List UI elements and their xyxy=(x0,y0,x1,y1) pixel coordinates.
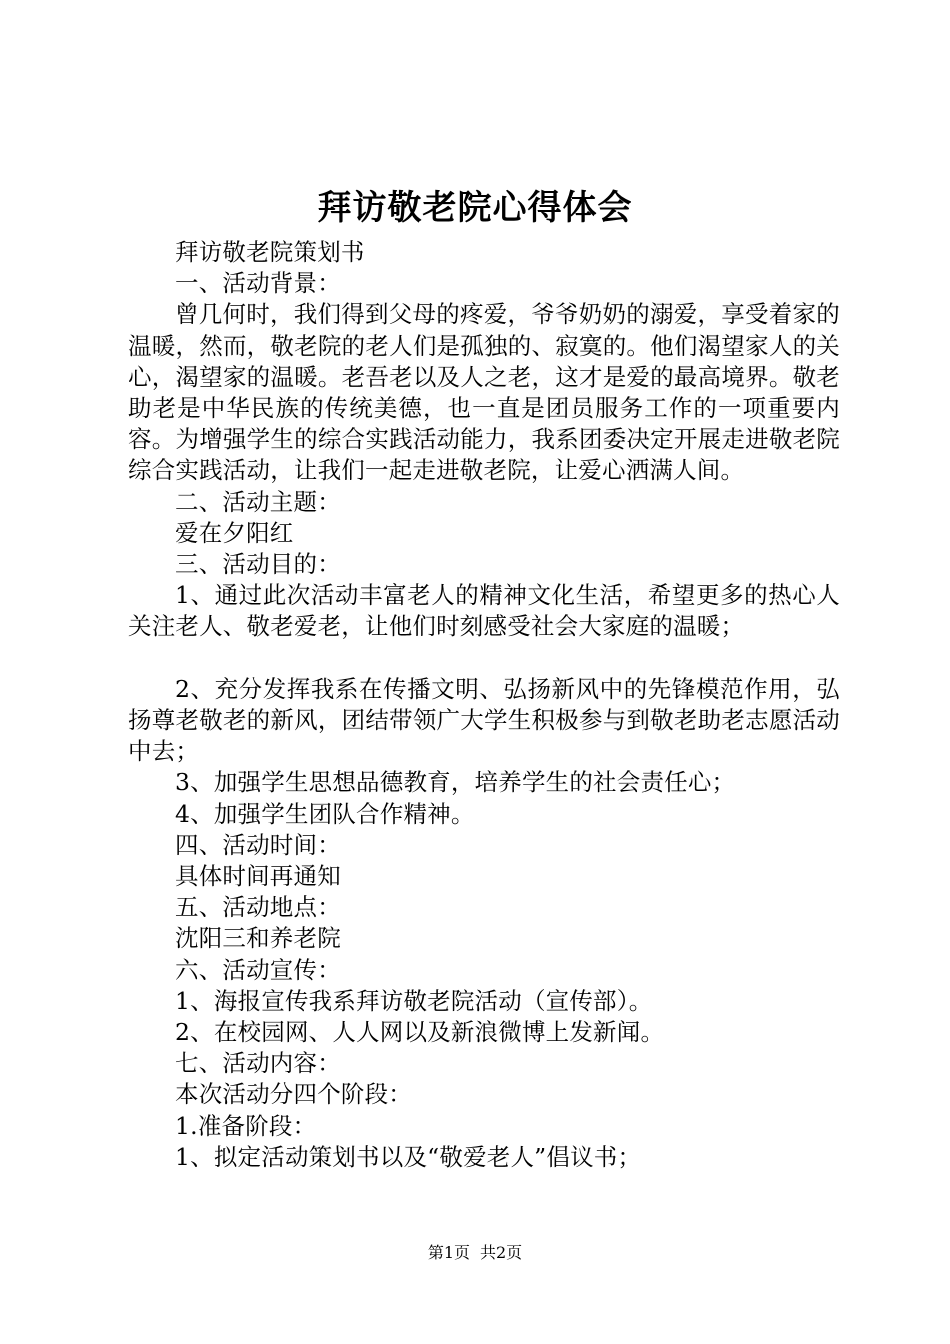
section-heading: 六、活动宣传： xyxy=(175,955,341,984)
document-title: 拜访敬老院心得体会 xyxy=(317,188,633,228)
list-item: 1、通过此次活动丰富老人的精神文化生活，希望更多的热心人关注老人、敬老爱老，让他们时刻感受社会大家庭的温暖； xyxy=(128,581,840,641)
list-item: 3、加强学生思想品德教育，培养学生的社会责任心； xyxy=(175,768,736,797)
document-body xyxy=(128,237,840,1173)
page-footer xyxy=(0,1241,950,1265)
list-item: 1、海报宣传我系拜访敬老院活动（宣传部）。 xyxy=(175,986,653,1015)
list-item: 2、在校园网、人人网以及新浪微博上发新闻。 xyxy=(175,1018,665,1047)
list-item: 1、拟定活动策划书以及“敬爱老人”倡议书； xyxy=(175,1142,642,1171)
section-heading: 五、活动地点： xyxy=(175,893,341,922)
section-heading: 三、活动目的： xyxy=(175,550,341,579)
paragraph: 本次活动分四个阶段： xyxy=(175,1080,412,1109)
list-item: 2、充分发挥我系在传播文明、弘扬新风中的先锋模范作用，弘扬尊老敬老的新风，团结带领广大学生积极参与到敬老助老志愿活动中去； xyxy=(128,674,840,766)
section-heading: 七、活动内容： xyxy=(175,1049,341,1078)
list-item: 4、加强学生团队合作精神。 xyxy=(175,799,475,828)
section-heading: 四、活动时间： xyxy=(175,830,341,859)
page-total: 共2页 xyxy=(480,1243,523,1262)
subsection-heading: 1.准备阶段： xyxy=(175,1111,317,1140)
paragraph: 沈阳三和养老院 xyxy=(175,924,341,953)
paragraph: 爱在夕阳红 xyxy=(175,518,294,547)
paragraph: 拜访敬老院策划书 xyxy=(175,238,365,266)
section-heading: 一、活动背景： xyxy=(175,269,341,298)
paragraph: 曾几何时，我们得到父母的疼爱，爷爷奶奶的溺爱，享受着家的温暖，然而，敬老院的老人们是孤独的、寂寞的。他们渴望家人的关心，渴望家的温暖。老吾老以及人之老，这才是爱的最高境界。敬老助老是中华民族的传统美德，也一直是团员服务工作的一项重要内容。为增强学生的综合实践活动能力，我系团委决定开展走进敬老院综合实践活动，让我们一起走进敬老院，让爱心洒满人间。 xyxy=(128,300,840,485)
page-number: 第1页 xyxy=(427,1243,470,1262)
section-heading: 二、活动主题： xyxy=(175,487,341,516)
paragraph: 具体时间再通知 xyxy=(175,862,341,891)
